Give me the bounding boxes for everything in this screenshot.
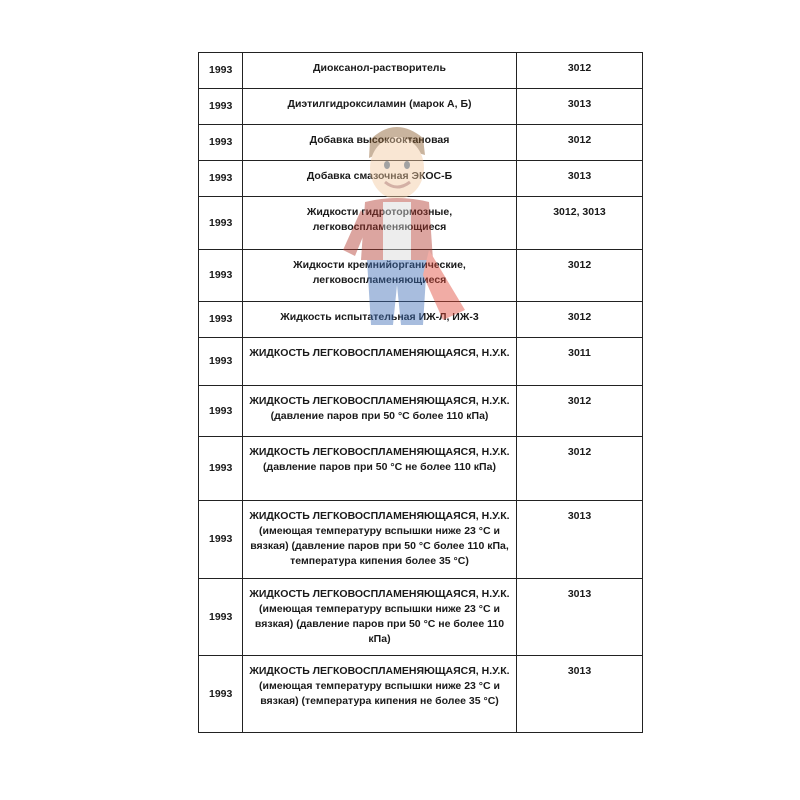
substance-name-cell: ЖИДКОСТЬ ЛЕГКОВОСПЛАМЕНЯЮЩАЯСЯ, Н.У.К. (давление паров при 50 °С более 110 кПа) (243, 386, 517, 437)
substance-name-cell: Жидкости кремнийорганические, легковоспламеняющиеся (243, 250, 517, 302)
substance-name-cell: Добавка смазочная ЭКОС-Б (243, 161, 517, 197)
table-row (199, 161, 643, 197)
substances-table (198, 52, 643, 733)
un-number-cell: 1993 (199, 161, 243, 197)
un-number-cell: 1993 (199, 302, 243, 338)
table-row (199, 656, 643, 733)
table-row (199, 53, 643, 89)
table-row (199, 437, 643, 501)
un-number-cell: 1993 (199, 250, 243, 302)
substance-name-cell: Жидкость испытательная ИЖ-Л, ИЖ-3 (243, 302, 517, 338)
un-number-cell: 1993 (199, 656, 243, 733)
substance-name-cell: ЖИДКОСТЬ ЛЕГКОВОСПЛАМЕНЯЮЩАЯСЯ, Н.У.К. (давление паров при 50 °С не более 110 кПа) (243, 437, 517, 501)
un-number-cell: 1993 (199, 53, 243, 89)
substance-name-cell: Добавка высокооктановая (243, 125, 517, 161)
code-cell: 3013 (517, 501, 643, 579)
un-number-cell: 1993 (199, 437, 243, 501)
code-cell: 3012 (517, 53, 643, 89)
code-cell: 3012, 3013 (517, 197, 643, 250)
code-cell: 3012 (517, 250, 643, 302)
code-cell: 3012 (517, 302, 643, 338)
table-row (199, 501, 643, 579)
code-cell: 3013 (517, 161, 643, 197)
table-row (199, 89, 643, 125)
substance-name-cell: ЖИДКОСТЬ ЛЕГКОВОСПЛАМЕНЯЮЩАЯСЯ, Н.У.К. (имеющая температуру вспышки ниже 23 °С и вязкая) (температура кипения не более 35 °С) (243, 656, 517, 733)
table-row (199, 338, 643, 386)
table-row (199, 386, 643, 437)
un-number-cell: 1993 (199, 338, 243, 386)
code-cell: 3013 (517, 89, 643, 125)
substance-name-cell: Жидкости гидротормозные, легковоспламеняющиеся (243, 197, 517, 250)
un-number-cell: 1993 (199, 579, 243, 656)
table-row (199, 197, 643, 250)
table-row (199, 250, 643, 302)
table-row (199, 125, 643, 161)
substance-name-cell: ЖИДКОСТЬ ЛЕГКОВОСПЛАМЕНЯЮЩАЯСЯ, Н.У.К. (243, 338, 517, 386)
code-cell: 3012 (517, 386, 643, 437)
code-cell: 3013 (517, 656, 643, 733)
code-cell: 3012 (517, 437, 643, 501)
code-cell: 3013 (517, 579, 643, 656)
substance-name-cell: Диоксанол-растворитель (243, 53, 517, 89)
un-number-cell: 1993 (199, 197, 243, 250)
code-cell: 3012 (517, 125, 643, 161)
substance-name-cell: ЖИДКОСТЬ ЛЕГКОВОСПЛАМЕНЯЮЩАЯСЯ, Н.У.К. (имеющая температуру вспышки ниже 23 °С и вязкая) (давление паров при 50 °С более 110 кПа, температура кипения более 35 °С) (243, 501, 517, 579)
substance-name-cell: ЖИДКОСТЬ ЛЕГКОВОСПЛАМЕНЯЮЩАЯСЯ, Н.У.К. (имеющая температуру вспышки ниже 23 °С и вязкая) (давление паров при 50 °С не более 110 кПа) (243, 579, 517, 656)
table-row (199, 302, 643, 338)
un-number-cell: 1993 (199, 89, 243, 125)
substance-name-cell: Диэтилгидроксиламин (марок А, Б) (243, 89, 517, 125)
un-number-cell: 1993 (199, 125, 243, 161)
un-number-cell: 1993 (199, 501, 243, 579)
code-cell: 3011 (517, 338, 643, 386)
un-number-cell: 1993 (199, 386, 243, 437)
table-row (199, 579, 643, 656)
